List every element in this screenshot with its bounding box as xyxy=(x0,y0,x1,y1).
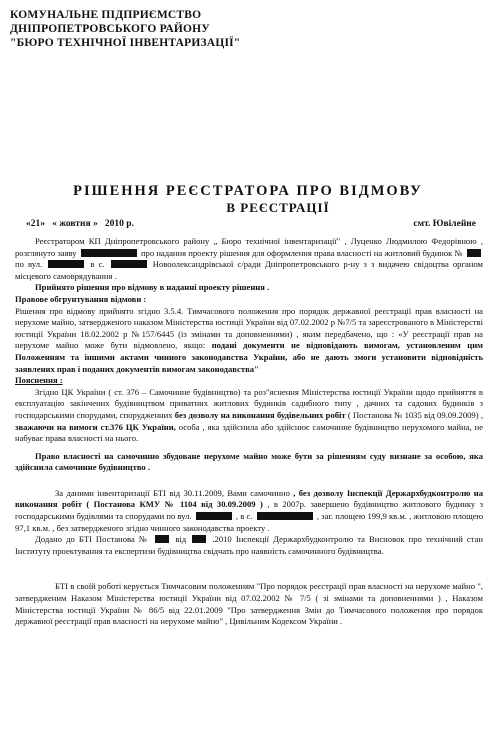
inventory-text-a: За даними інвентаризації БТІ від 30.11.2009, Вами самочинно xyxy=(55,487,290,498)
date-line xyxy=(26,219,476,229)
ownership-statement: Право власності на самочинно збудоване нерухоме майно може бути за рішенням суду визнане за особою, яка здійснила самочинне будівництво . xyxy=(15,450,483,473)
inventory-text-d: , в с. xyxy=(235,511,253,522)
redaction-block xyxy=(111,260,147,268)
explanations-paragraph xyxy=(15,387,483,445)
redaction-block xyxy=(81,249,137,257)
inventory-text-c: , в 2007р. завершено будівництво житлового будинку з господарськими будівлями та спорудами по вул. xyxy=(15,499,483,522)
intro-text-c: по вул. xyxy=(15,259,43,270)
explanations-text-a: Згідно ЦК України ( ст. 376 – Самочинне будівництво) та роз"яснення Міністерства юстиції України щодо прийняття в експлуатацію закінчених будівництвом приватних житлових будинків садибного типу , дачних та садових будинків з господарськими спорудами, спорудженних xyxy=(15,386,483,420)
title-line-2: В РЕЄСТРАЦІЇ xyxy=(226,200,330,215)
intro-text-a: Реєстратором КП Дніпропетровського району „ Бюро технічної інвентаризації" , Луценко Людмилою Федорівною , розглянуто заяву xyxy=(15,236,483,258)
decision-statement: Прийнято рішення про відмову в наданні проекту рішення . xyxy=(35,282,270,293)
explanations-text-c: ( Постанова № 1035 від 09.09.2009) , xyxy=(347,409,483,420)
explanations-heading: Пояснення : xyxy=(15,375,63,386)
intro-text-b: про надання проекту рішення для оформлення права власності на житловий будинок № xyxy=(140,247,463,258)
intro-paragraph xyxy=(15,236,483,282)
redaction-block xyxy=(467,249,481,257)
document-title xyxy=(0,183,496,215)
document-body xyxy=(15,236,483,628)
title-line-1: РІШЕННЯ РЕЄСТРАТОРА ПРО ВІДМОВУ xyxy=(73,183,423,199)
redaction-block xyxy=(192,535,206,543)
explanations-text-b: без дозволу на виконання будівельних робіт xyxy=(174,409,346,420)
bti-text-c: .2010 Інспекції Держархбудконтролю та Висновок про технічний стан Інституту проектування та експертизи будівництва свідчать про наявність самочинного будівництва. xyxy=(15,534,484,556)
inventory-text-b: , без дозволу Інспекції Держархбудконтролю на виконання робіт ( Постанова КМУ № 1104 від 30.09.2009 ) xyxy=(15,487,484,510)
org-line-1: КОМУНАЛЬНЕ ПІДПРИЄМСТВО xyxy=(10,9,202,21)
redaction-block xyxy=(48,260,84,268)
date-month: « жовтня » xyxy=(52,219,98,229)
redaction-block xyxy=(196,512,232,520)
grounds-heading: Правове обгрунтування відмови : xyxy=(15,293,147,304)
org-line-2: ДНІПРОПЕТРОВСЬКОГО РАЙОНУ xyxy=(10,23,210,35)
date-day: «21» xyxy=(26,219,45,229)
organization-header xyxy=(10,8,240,50)
inventory-text-e: , заг. площею 199,9 кв.м. , житловою площею 97,1 кв.м. , без затвердженого згідно чинного законодавства проекту . xyxy=(15,511,484,533)
bti-text-b: від xyxy=(175,534,187,545)
explanations-text-d: зважаючи на вимоги ст.376 ЦК України, xyxy=(15,421,176,432)
intro-text-d: в с. xyxy=(90,259,105,270)
intro-text-e: Новоолександрівської с/ради Дніпропетровського р-ну з з видачею свідоцтва органом місцевого самоврядування . xyxy=(15,259,483,281)
bti-text-a: Додано до БТІ Постанова № xyxy=(35,534,150,545)
org-line-3: "БЮРО ТЕХНІЧНОЇ ІНВЕНТАРИЗАЦІЇ" xyxy=(10,37,241,49)
inventory-paragraph xyxy=(15,488,483,534)
final-paragraph: БТІ в своїй роботі керується Тимчасовим положенням "Про порядок реєстрації прав власності на нерухоме майно ", затвердженим Наказом Міністерства юстиції України від 07.02.2002 № 7/5 ( зі змінами та доповненнями ) , Наказом Міністерства юстиції України № 86/5 від 22.01.2009 "Про затвердження Змін до Тимчасового положення про порядок державної реєстрації прав власності на нерухоме майно" , Цивільним Кодексом України . xyxy=(15,581,483,627)
grounds-text: Рішення про відмову прийнято згідно 3.5.4. Тимчасового положення про порядок державної реєстрації прав власності на нерухоме майно, затвердженого наказом Міністерства юстиції України від 07.02.2002 р №7/5 та зареєстрованого в Міністерстві юстиції України 18.02.2002 р №157/6445 (із змінами та доповненнями) , яким передбачено, що : «У реєстрації прав на нерухоме майно може бути відмовлено, якщо: xyxy=(15,305,483,351)
date-year: 2010 р. xyxy=(104,219,134,229)
date-place: смт. Ювілейне xyxy=(413,219,476,229)
grounds-quote: подані документи не відповідають вимогам, установленим цим Положенням та іншими актами чинного законодавства України, або не дають змоги установити відповідність заявлених прав і поданих документів вимогам законодавства" xyxy=(15,340,484,374)
redaction-block xyxy=(257,512,313,520)
bti-paragraph xyxy=(15,534,483,557)
explanations-text-e: особа , яка здійснила або здійснює самочинне будівництво нерухомого майна, не набуває права власності на нього. xyxy=(15,421,484,444)
redaction-block xyxy=(155,535,169,543)
grounds-paragraph xyxy=(15,306,483,376)
